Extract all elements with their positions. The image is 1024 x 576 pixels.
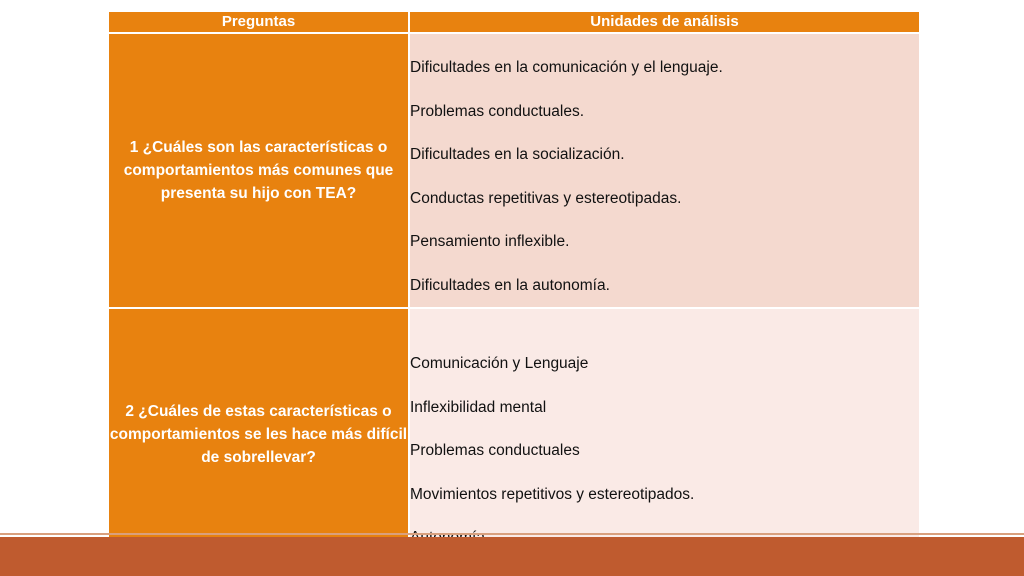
answer-list xyxy=(410,34,919,307)
list-item: Comunicación y Lenguaje xyxy=(410,355,589,372)
list-item: Dificultades en la socialización. xyxy=(410,146,625,163)
header-units: Unidades de análisis xyxy=(409,11,920,33)
answers-cell xyxy=(409,33,920,308)
footer-band xyxy=(0,537,1024,576)
list-item: Dificultades en la comunicación y el lenguaje. xyxy=(410,59,723,76)
answers-cell xyxy=(409,308,920,561)
list-item: Problemas conductuales. xyxy=(410,102,585,120)
footer-divider xyxy=(0,533,1024,535)
question-cell: 2 ¿Cuáles de estas características o comportamientos se les hace más difícil de sobrellevar? xyxy=(108,308,409,561)
list-item: Movimientos repetitivos y estereotipados. xyxy=(410,485,695,503)
list-item: Pensamiento inflexible. xyxy=(410,233,570,250)
list-item: Dificultades en la autonomía. xyxy=(410,276,610,294)
list-item: Inflexibilidad mental xyxy=(410,398,547,416)
answer-list xyxy=(410,309,919,560)
list-item: Problemas conductuales xyxy=(410,442,580,459)
table-row xyxy=(108,308,920,561)
analysis-table xyxy=(107,10,921,562)
table-row xyxy=(108,33,920,308)
list-item: Conductas repetitivas y estereotipadas. xyxy=(410,189,682,207)
table-header-row xyxy=(108,11,920,33)
header-questions: Preguntas xyxy=(108,11,409,33)
question-cell: 1 ¿Cuáles son las características o comportamientos más comunes que presenta su hijo con TEA? xyxy=(108,33,409,308)
